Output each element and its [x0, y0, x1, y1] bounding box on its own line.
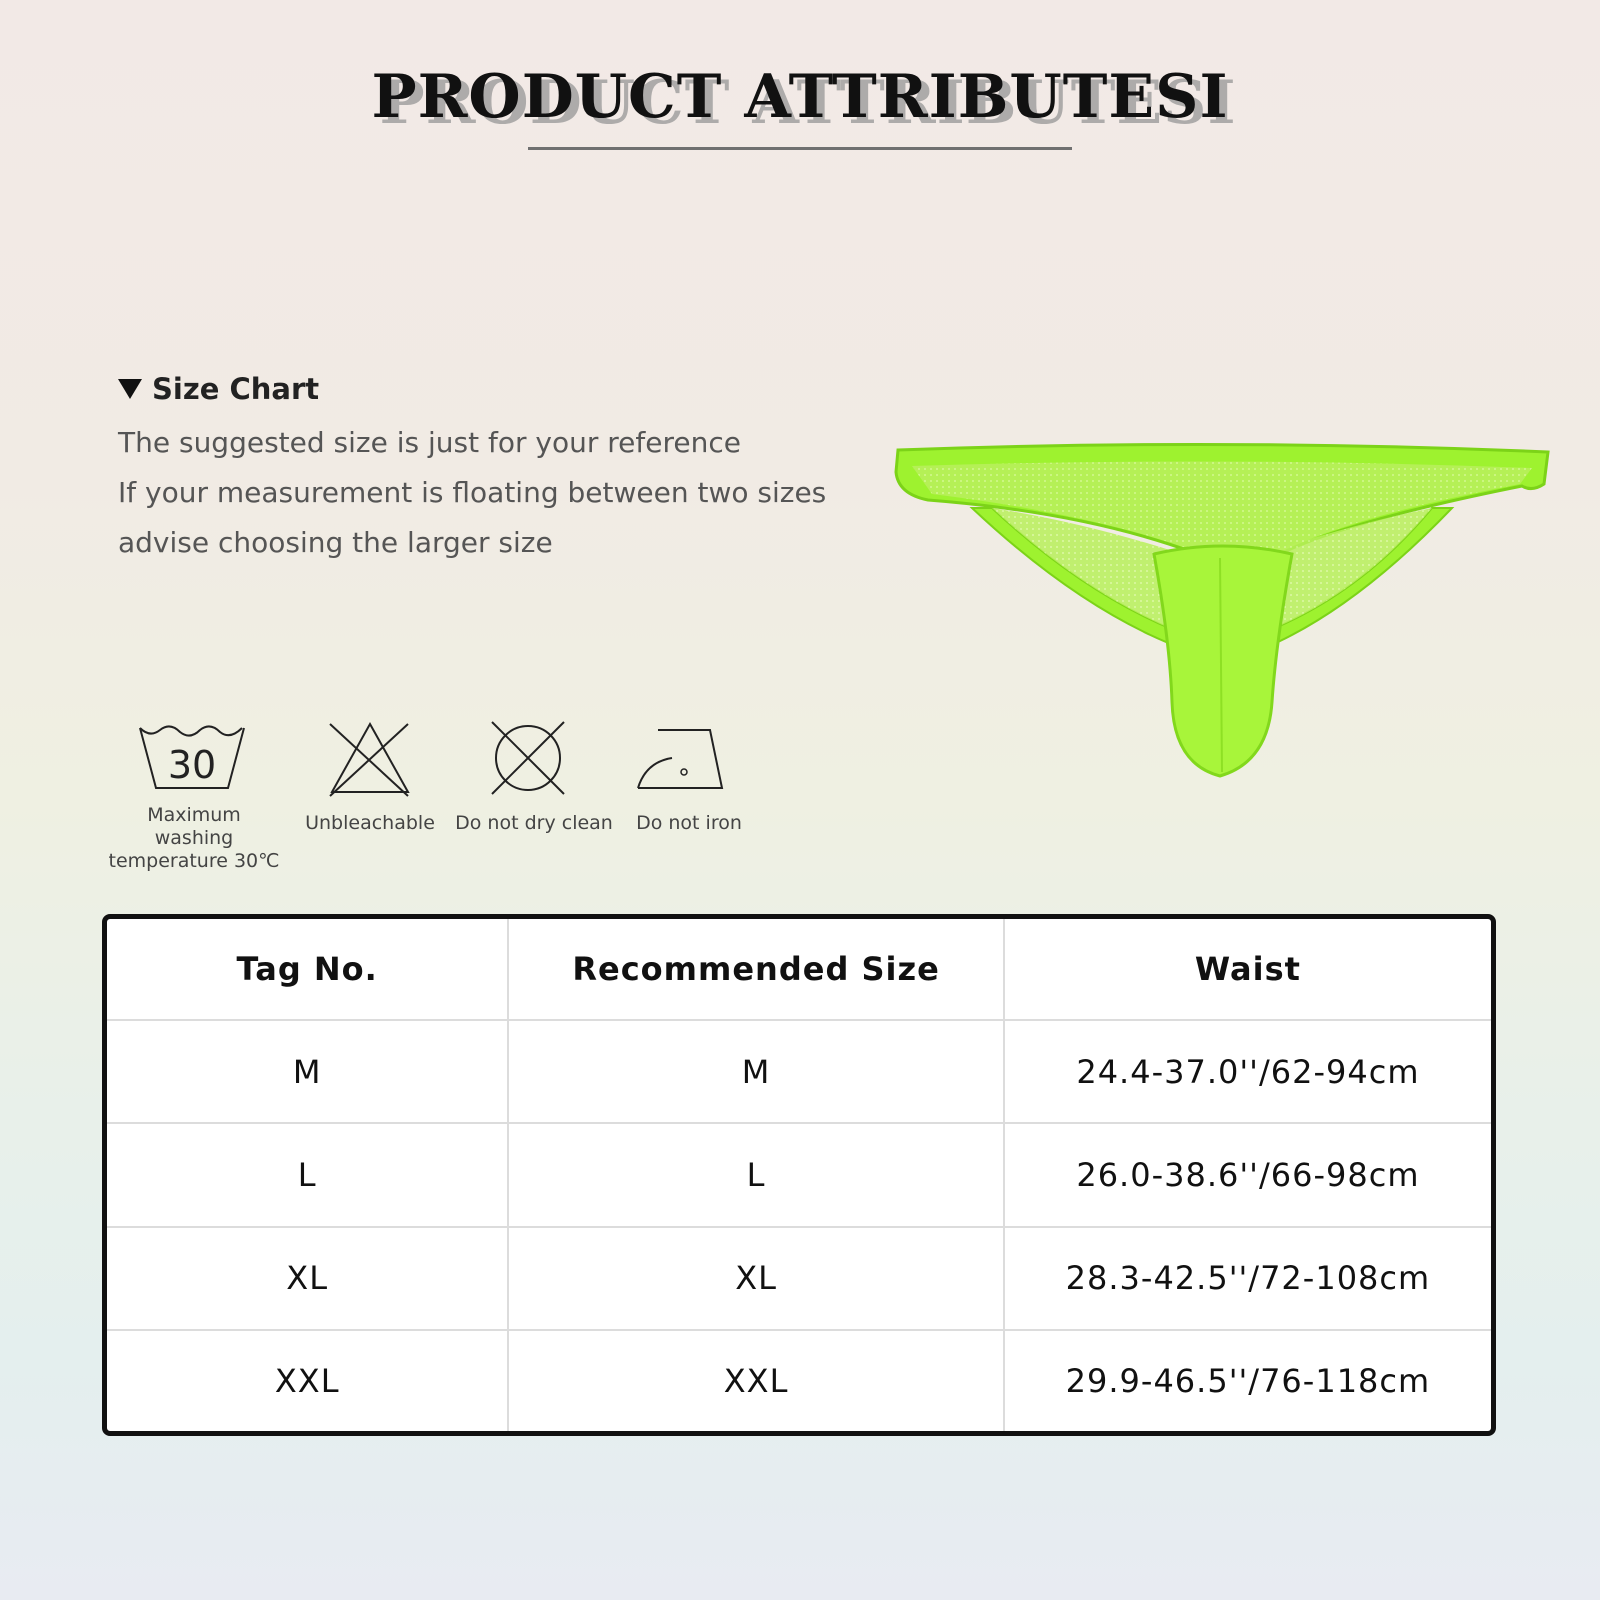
cell-waist: 28.3-42.5''/72-108cm [1004, 1227, 1491, 1330]
care-label-iron: Do not iron [636, 812, 742, 834]
pouch [1154, 546, 1292, 776]
cell-recommended: XXL [508, 1330, 1003, 1431]
product-image [892, 442, 1554, 782]
size-note-line-2: If your measurement is floating between two sizes [118, 476, 827, 509]
wash-temperature-number: 30 [167, 743, 217, 787]
cell-tag: L [107, 1123, 508, 1226]
cell-tag: M [107, 1020, 508, 1123]
size-table-container [102, 914, 1496, 1436]
page-title: PRODUCT ATTRIBUTESI [371, 62, 1229, 132]
wash-30-icon [138, 722, 246, 792]
care-label-bleach: Unbleachable [305, 812, 435, 834]
table-header-row [107, 919, 1491, 1020]
size-chart-heading-label: Size Chart [152, 372, 320, 406]
no-bleach-icon [328, 720, 412, 798]
cell-tag: XL [107, 1227, 508, 1330]
size-chart-heading [118, 372, 319, 406]
no-iron-icon [636, 728, 724, 790]
cell-tag: XXL [107, 1330, 508, 1431]
header-recommended-size: Recommended Size [508, 919, 1003, 1020]
table-row [107, 1020, 1491, 1123]
cell-waist: 26.0-38.6''/66-98cm [1004, 1123, 1491, 1226]
header-waist: Waist [1004, 919, 1491, 1020]
size-note-line-1: The suggested size is just for your reference [118, 426, 741, 459]
table-row [107, 1123, 1491, 1226]
cell-recommended: M [508, 1020, 1003, 1123]
header-tag-no: Tag No. [107, 919, 508, 1020]
cell-recommended: XL [508, 1227, 1003, 1330]
no-dry-clean-icon [490, 720, 566, 796]
care-label-wash-line-2: temperature 30℃ [108, 849, 280, 872]
size-table [107, 919, 1491, 1431]
triangle-down-icon [118, 379, 142, 399]
table-row [107, 1227, 1491, 1330]
size-note-line-3: advise choosing the larger size [118, 526, 553, 559]
cell-waist: 29.9-46.5''/76-118cm [1004, 1330, 1491, 1431]
cell-waist: 24.4-37.0''/62-94cm [1004, 1020, 1491, 1123]
table-row [107, 1330, 1491, 1431]
title-underline [528, 147, 1072, 150]
care-label-dry-clean: Do not dry clean [455, 812, 613, 834]
care-label-wash [106, 804, 282, 872]
care-label-wash-line-1: Maximum washing [147, 804, 241, 849]
cell-recommended: L [508, 1123, 1003, 1226]
